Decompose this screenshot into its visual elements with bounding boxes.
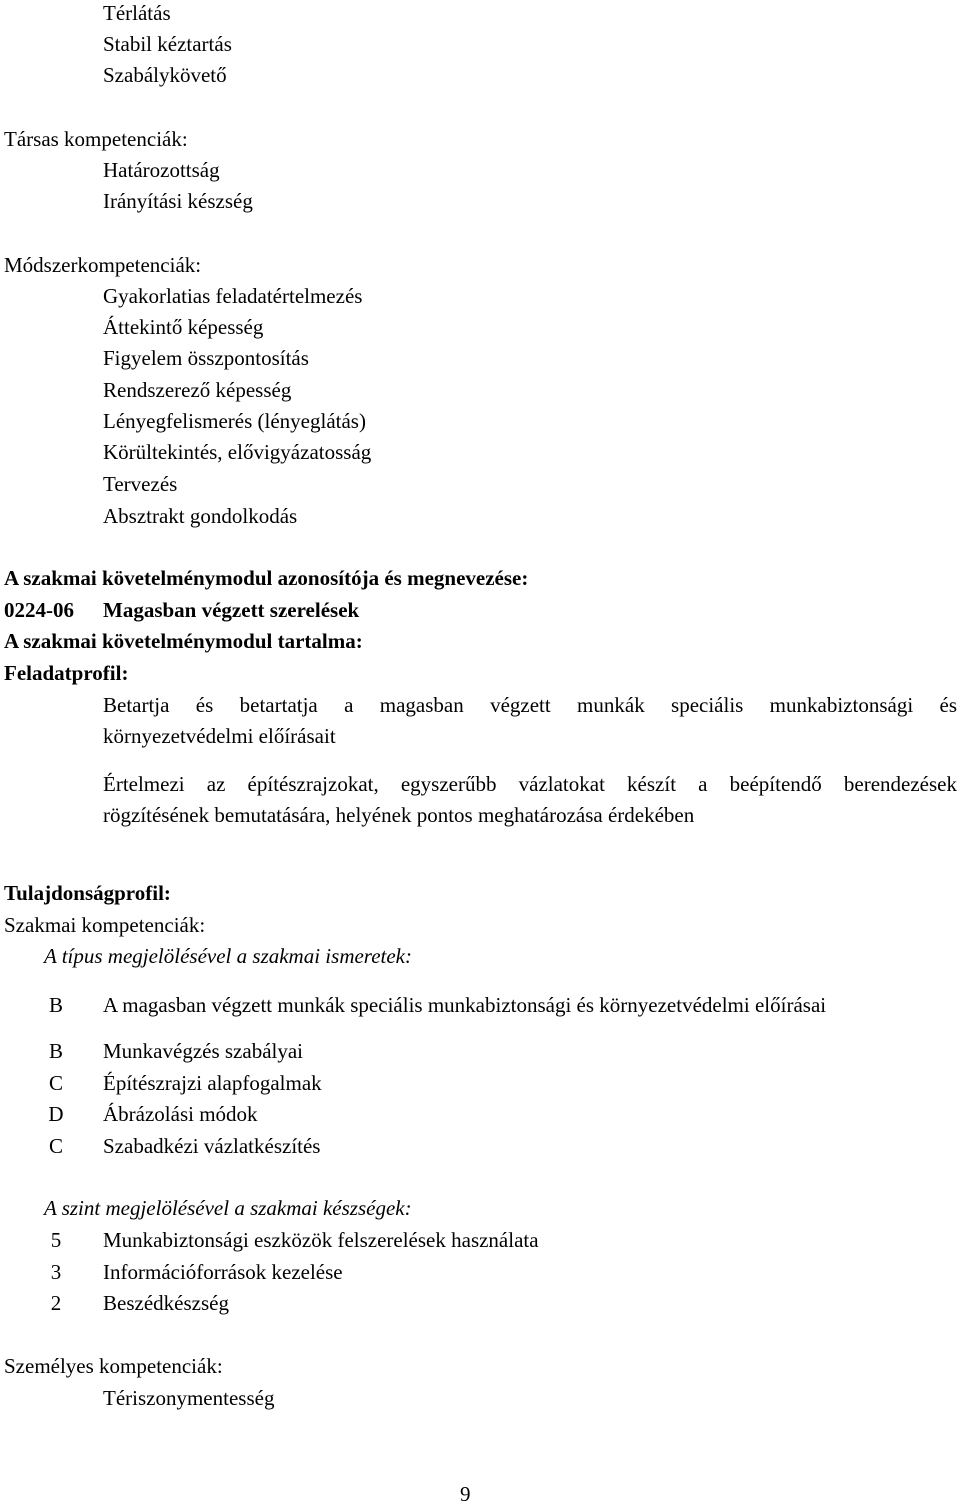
- skills-heading: A szint megjelölésével a szakmai készségek:: [44, 1196, 412, 1220]
- competency-item: Absztrakt gondolkodás: [103, 504, 298, 528]
- knowledge-type-code: B: [48, 1039, 63, 1063]
- module-name: Magasban végzett szerelések: [103, 598, 360, 622]
- knowledge-item: A magasban végzett munkák speciális munkabiztonsági és környezetvédelmi előírásai: [103, 993, 827, 1017]
- competency-item: Gyakorlatias feladatértelmezés: [103, 284, 363, 308]
- competency-item: Tervezés: [103, 472, 178, 496]
- knowledge-item: Munkavégzés szabályai: [103, 1039, 304, 1063]
- competency-item: Stabil kéztartás: [103, 32, 232, 56]
- property-profile-heading: Tulajdonságprofil:: [4, 881, 171, 905]
- task-text: környezetvédelmi előírásait: [103, 724, 336, 748]
- competency-item: Szabálykövető: [103, 63, 227, 87]
- competency-item: Áttekintő képesség: [103, 315, 264, 339]
- task-text: Betartja és betartatja a magasban végzett munkák speciális munkabiztonsági és: [103, 693, 957, 717]
- knowledge-item: Szabadkézi vázlatkészítés: [103, 1134, 321, 1158]
- competency-item: Körültekintés, elővigyázatosság: [103, 440, 372, 464]
- knowledge-heading: A típus megjelölésével a szakmai ismeretek:: [44, 944, 412, 968]
- method-competencies-heading: Módszerkompetenciák:: [4, 253, 202, 277]
- page-number: 9: [460, 1482, 471, 1506]
- social-competencies-heading: Társas kompetenciák:: [4, 127, 188, 151]
- competency-item: Tériszonymentesség: [103, 1386, 275, 1410]
- task-profile-heading: Feladatprofil:: [4, 661, 129, 685]
- module-content-heading: A szakmai követelménymodul tartalma:: [4, 629, 363, 653]
- knowledge-type-code: C: [48, 1134, 63, 1158]
- module-code: 0224-06: [4, 598, 74, 622]
- skill-level: 2: [50, 1291, 62, 1315]
- skill-item: Információforrások kezelése: [103, 1260, 343, 1284]
- task-text: rögzítésének bemutatására, helyének pontos meghatározása érdekében: [103, 803, 695, 827]
- knowledge-type-code: D: [48, 1102, 64, 1126]
- knowledge-type-code: C: [48, 1071, 63, 1095]
- competency-item: Térlátás: [103, 1, 171, 25]
- competency-item: Rendszerező képesség: [103, 378, 292, 402]
- professional-competencies-heading: Szakmai kompetenciák:: [4, 913, 206, 937]
- competency-item: Irányítási készség: [103, 189, 253, 213]
- personal-competencies-heading: Személyes kompetenciák:: [4, 1354, 223, 1378]
- competency-item: Lényegfelismerés (lényeglátás): [103, 409, 366, 433]
- skill-item: Munkabiztonsági eszközök felszerelések használata: [103, 1228, 539, 1252]
- skill-level: 3: [50, 1260, 62, 1284]
- skill-level: 5: [50, 1228, 62, 1252]
- knowledge-type-code: B: [48, 993, 63, 1017]
- competency-item: Határozottság: [103, 158, 220, 182]
- task-text: Értelmezi az építészrajzokat, egyszerűbb vázlatokat készít a beépítendő berendezések: [103, 772, 957, 796]
- skill-item: Beszédkészség: [103, 1291, 229, 1315]
- competency-item: Figyelem összpontosítás: [103, 346, 309, 370]
- module-id-heading: A szakmai követelménymodul azonosítója és megnevezése:: [4, 566, 529, 590]
- knowledge-item: Építészrajzi alapfogalmak: [103, 1071, 322, 1095]
- knowledge-item: Ábrázolási módok: [103, 1102, 258, 1126]
